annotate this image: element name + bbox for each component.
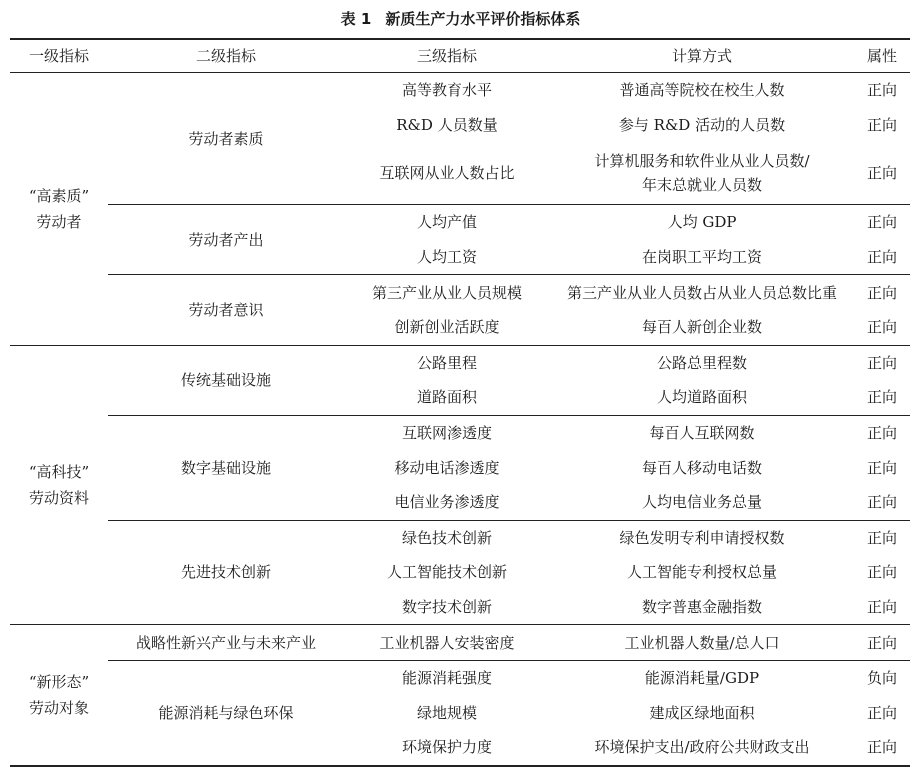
calc-cell: 公路总里程数 — [550, 345, 854, 380]
calc-cell: 第三产业从业人员数占从业人员总数比重 — [550, 275, 854, 310]
level3-cell: 电信业务渗透度 — [394, 493, 500, 512]
calc-line1: 计算机服务和软件业从业人员数/ — [594, 152, 810, 171]
calc-line2: 年末总就业人员数 — [641, 176, 762, 195]
level3-cell: 移动电话渗透度 — [394, 458, 500, 477]
caption-title: 新质生产力水平评价指标体系 — [385, 10, 581, 28]
attr-cell: 正向 — [854, 275, 910, 310]
calc-cell: 每百人移动电话数 — [641, 458, 762, 477]
level3-cell: 绿色技术创新 — [344, 520, 550, 555]
header-row — [10, 39, 910, 73]
calc-cell: 工业机器人数量/总人口 — [550, 625, 854, 661]
attr-cell: 正向 — [866, 703, 897, 722]
attr-cell: 正向 — [854, 415, 910, 450]
attr-cell: 正向 — [866, 115, 897, 134]
table-row — [10, 73, 910, 108]
level3-cell: 互联网渗透度 — [344, 415, 550, 450]
level3-cell: 创新创业活跃度 — [394, 318, 500, 337]
calc-cell: 人均道路面积 — [656, 388, 747, 407]
header-level3: 三级指标 — [344, 39, 550, 73]
calc-cell: 人均电信业务总量 — [641, 493, 762, 512]
level3-cell: 环境保护力度 — [344, 730, 550, 766]
level1-line1: “新形态” — [28, 673, 90, 691]
attr-cell: 正向 — [866, 248, 897, 267]
level3-cell: 绿地规模 — [416, 703, 477, 722]
calc-cell: 建成区绿地面积 — [649, 703, 755, 722]
table-row — [10, 345, 910, 380]
attr-cell: 正向 — [866, 164, 897, 183]
level2-cell: 战略性新兴产业与未来产业 — [108, 625, 344, 661]
level3-cell: 互联网从业人数占比 — [379, 164, 515, 183]
calc-cell: 每百人新创企业数 — [641, 318, 762, 337]
level1-line2: 劳动者 — [36, 212, 82, 231]
level3-cell: 能源消耗强度 — [344, 660, 550, 695]
header-level1: 一级指标 — [10, 39, 108, 73]
indicator-table — [10, 38, 910, 767]
table-row — [10, 660, 910, 695]
level3-cell: 人均工资 — [416, 248, 477, 267]
calc-cell: 数字普惠金融指数 — [641, 598, 762, 617]
header-level2: 二级指标 — [108, 39, 344, 73]
calc-cell: 人工智能专利授权总量 — [626, 563, 777, 582]
calc-cell — [550, 142, 854, 205]
calc-cell: 每百人互联网数 — [550, 415, 854, 450]
attr-cell: 正向 — [866, 81, 897, 100]
calc-cell: 普通高等院校在校生人数 — [619, 81, 785, 100]
attr-cell: 正向 — [854, 205, 910, 240]
attr-cell: 正向 — [854, 520, 910, 555]
level3-cell: 数字技术创新 — [401, 598, 492, 617]
attr-cell: 正向 — [854, 730, 910, 766]
attr-cell: 正向 — [866, 318, 897, 337]
level1-line2: 劳动资料 — [28, 488, 89, 507]
level1-line2: 劳动对象 — [28, 699, 89, 717]
level1-line1: “高科技” — [28, 462, 90, 481]
table-row — [10, 275, 910, 310]
level3-cell: 人工智能技术创新 — [386, 563, 507, 582]
level3-cell: 人均产值 — [344, 205, 550, 240]
attr-cell: 正向 — [866, 388, 897, 407]
level2-cell: 先进技术创新 — [108, 520, 344, 625]
attr-cell: 正向 — [866, 563, 897, 582]
attr-cell: 正向 — [854, 345, 910, 380]
table-row — [10, 625, 910, 661]
calc-cell: 在岗职工平均工资 — [641, 248, 762, 267]
level3-cell: 第三产业从业人员规模 — [344, 275, 550, 310]
level1-cell — [10, 625, 108, 766]
level3-cell: 工业机器人安装密度 — [344, 625, 550, 661]
level3-cell: R&D 人员数量 — [396, 115, 498, 134]
level2-cell: 劳动者产出 — [108, 205, 344, 275]
table-row — [10, 415, 910, 450]
level1-cell — [10, 73, 108, 346]
calc-cell: 参与 R&D 活动的人员数 — [618, 115, 786, 134]
level1-line1: “高素质” — [28, 186, 90, 205]
level2-cell: 能源消耗与绿色环保 — [108, 660, 344, 765]
caption-number: 表 1 — [340, 10, 372, 28]
level3-cell: 公路里程 — [344, 345, 550, 380]
attr-cell: 负向 — [854, 660, 910, 695]
level2-cell: 劳动者意识 — [108, 275, 344, 345]
calc-cell: 环境保护支出/政府公共财政支出 — [550, 730, 854, 766]
table-caption — [0, 8, 921, 29]
attr-cell: 正向 — [866, 458, 897, 477]
level2-cell: 劳动者素质 — [188, 129, 264, 148]
calc-cell: 绿色发明专利申请授权数 — [550, 520, 854, 555]
level3-cell: 道路面积 — [416, 388, 477, 407]
header-calculation: 计算方式 — [550, 39, 854, 73]
table-row — [10, 520, 910, 555]
table-row — [10, 205, 910, 240]
attr-cell: 正向 — [854, 625, 910, 661]
level2-cell: 数字基础设施 — [108, 415, 344, 520]
attr-cell: 正向 — [866, 493, 897, 512]
attr-cell: 正向 — [866, 598, 897, 617]
header-attribute: 属性 — [854, 39, 910, 73]
calc-cell: 人均 GDP — [550, 205, 854, 240]
level3-cell: 高等教育水平 — [401, 81, 492, 100]
calc-cell: 能源消耗量/GDP — [550, 660, 854, 695]
level1-cell — [10, 345, 108, 625]
level2-cell: 传统基础设施 — [108, 345, 344, 415]
